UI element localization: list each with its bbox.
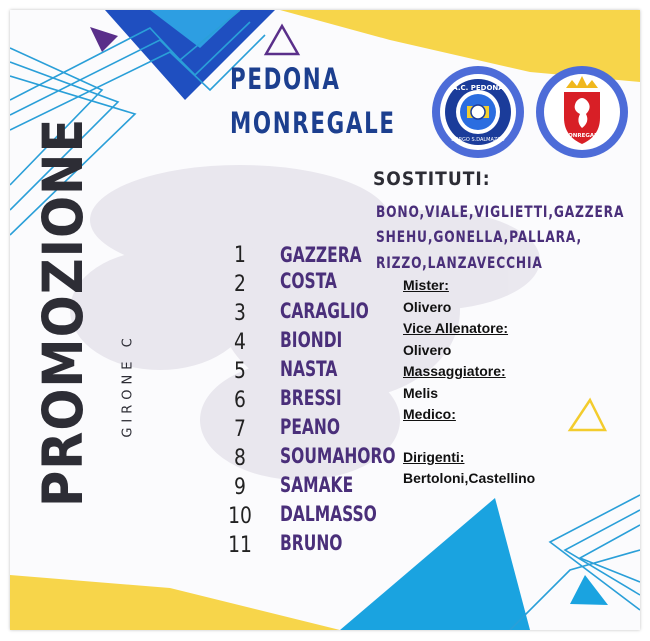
- player-number: 8: [234, 446, 246, 471]
- player-name: NASTA: [280, 357, 338, 381]
- player-name: BRESSI: [280, 386, 342, 410]
- outline-triangle-top: [266, 26, 298, 54]
- vice-allenatore-value: Olivero: [403, 342, 452, 358]
- player-number: 10: [228, 504, 252, 529]
- outline-triangle-yellow: [570, 400, 605, 430]
- player-name: GAZZERA: [280, 243, 362, 267]
- player-number: 2: [234, 272, 246, 297]
- player-name: PEANO: [280, 415, 341, 439]
- player-name: BRUNO: [280, 531, 343, 555]
- yellow-band-bottom: [10, 575, 340, 630]
- competition-name: PROMOZIONE: [31, 117, 95, 507]
- dirigenti-label: Dirigenti:: [403, 449, 465, 465]
- massaggiatore-label: Massaggiatore:: [403, 363, 506, 379]
- monregale-logo-text: MONREGALE: [562, 133, 602, 139]
- player-number: 7: [234, 417, 246, 442]
- medico-label: Medico:: [403, 406, 456, 422]
- player-name: BIONDI: [280, 328, 343, 352]
- lineup-poster: [10, 10, 640, 630]
- team-away-title: MONREGALE: [230, 106, 396, 140]
- player-name: CARAGLIO: [280, 299, 369, 323]
- pedona-sub-text: BORGO S.DALMAZZO: [451, 137, 505, 143]
- substitutes-line: SHEHU,GONELLA,PALLARA,: [376, 227, 582, 246]
- pedona-crest-icon: [432, 66, 524, 158]
- pedona-logo: [432, 66, 524, 158]
- substitutes-line: BONO,VIALE,VIGLIETTI,GAZZERA: [376, 202, 625, 221]
- substitutes-title: SOSTITUTI:: [373, 168, 491, 190]
- mister-value: Olivero: [403, 299, 452, 315]
- competition-group: GIRONE C: [120, 333, 136, 438]
- player-name: COSTA: [280, 269, 337, 293]
- mister-label: Mister:: [403, 277, 449, 293]
- sky-triangle-small: [570, 575, 608, 605]
- zigzag-lines-right: [510, 495, 640, 630]
- monregale-logo: [536, 66, 628, 158]
- player-name: SOUMAHORO: [280, 444, 396, 468]
- pedona-ring-text: A.C. PEDONA: [452, 84, 504, 92]
- player-number: 3: [234, 301, 246, 326]
- player-name: DALMASSO: [280, 502, 377, 526]
- massaggiatore-value: Melis: [403, 385, 439, 401]
- monregale-crest-icon: [536, 66, 628, 158]
- player-number: 1: [234, 243, 246, 268]
- player-number: 4: [234, 330, 246, 355]
- player-number: 9: [234, 475, 246, 500]
- team-home-title: PEDONA: [230, 62, 341, 96]
- player-number: 6: [234, 388, 246, 413]
- vice-allenatore-label: Vice Allenatore:: [403, 320, 509, 336]
- substitutes-line: RIZZO,LANZAVECCHIA: [376, 253, 543, 272]
- player-number: 5: [234, 359, 246, 384]
- player-name: SAMAKE: [280, 473, 354, 497]
- dirigenti-value: Bertoloni,Castellino: [403, 470, 536, 486]
- player-number: 11: [228, 533, 252, 558]
- violet-triangle-small: [90, 27, 118, 52]
